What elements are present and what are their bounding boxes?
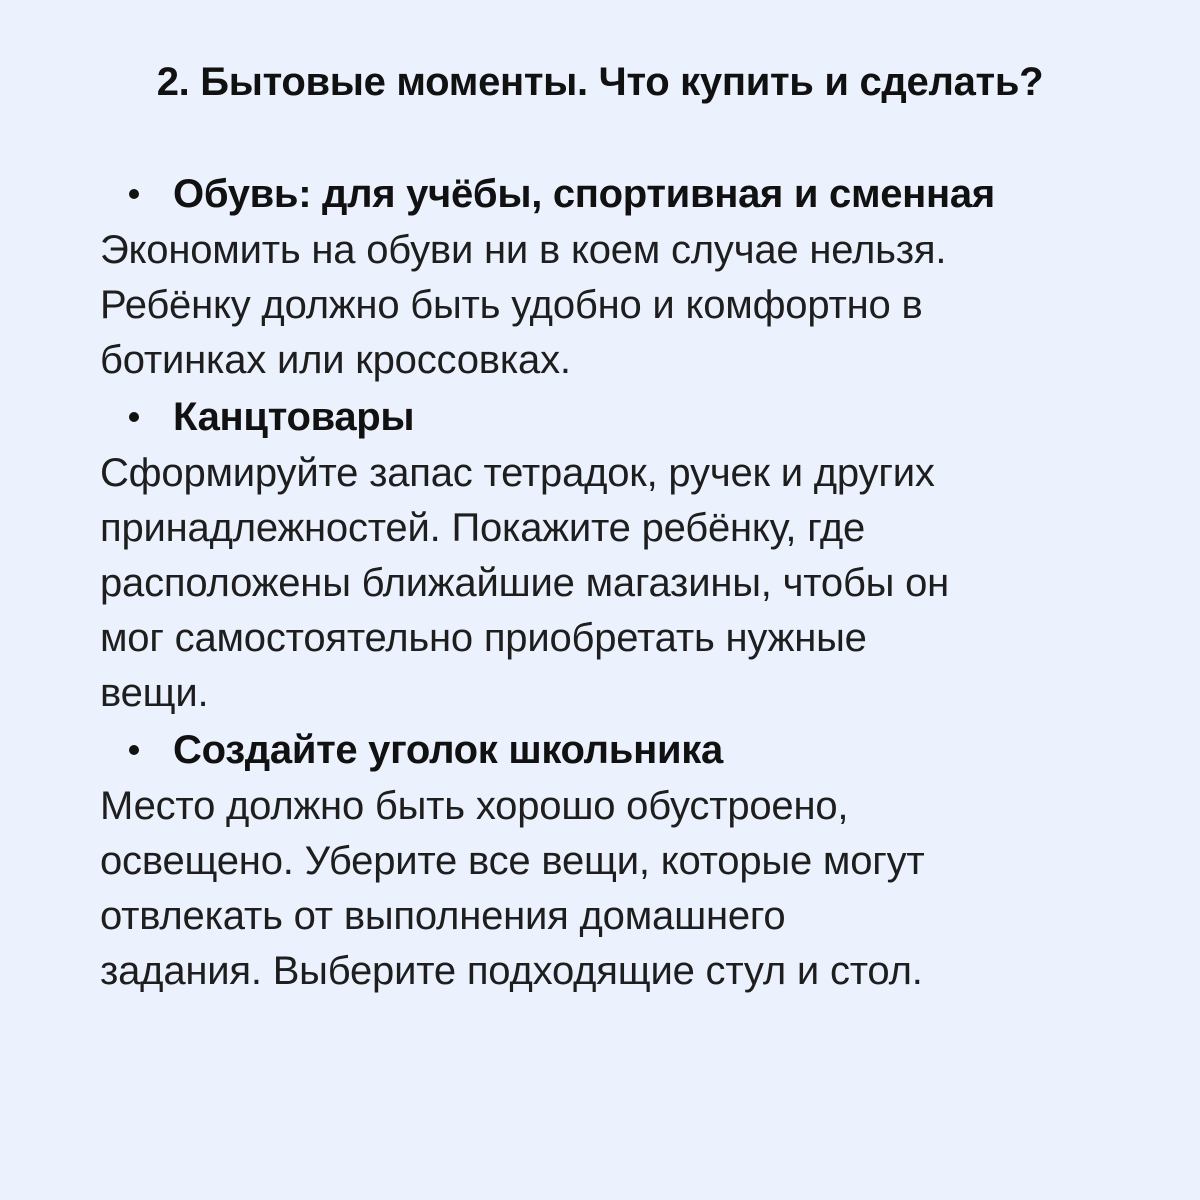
paragraph-line: Ребёнку должно быть удобно и комфортно в: [100, 283, 923, 327]
paragraph-line: Место должно быть хорошо обустроено,: [100, 784, 849, 828]
section-shoes: [100, 165, 1185, 388]
paragraph-line: ботинках или кроссовках.: [100, 338, 571, 382]
paragraph-line: Сформируйте запас тетрадок, ручек и других: [100, 451, 935, 495]
section-heading-text: Обувь: для учёбы, спортивная и сменная: [173, 172, 995, 216]
section-paragraph-study-corner: [100, 779, 1185, 999]
section-heading-study-corner: [100, 721, 1185, 779]
section-heading-stationery: [100, 388, 1185, 446]
section-stationery: [100, 388, 1185, 721]
bullet-icon: [129, 412, 139, 422]
paragraph-line: мог самостоятельно приобретать нужные: [100, 616, 867, 660]
page-title: 2. Бытовые моменты. Что купить и сделать?: [156, 60, 1044, 104]
paragraph-line: принадлежностей. Покажите ребёнку, где: [100, 506, 866, 550]
paragraph-line: Экономить на обуви ни в коем случае нельзя.: [100, 228, 947, 272]
section-heading-shoes: [100, 165, 1185, 223]
section-heading-text: Создайте уголок школьника: [173, 728, 723, 772]
paragraph-line: отвлекать от выполнения домашнего: [100, 894, 786, 938]
content-body: [100, 165, 1185, 999]
paragraph-line: расположены ближайшие магазины, чтобы он: [100, 561, 950, 605]
paragraph-line: освещено. Уберите все вещи, которые могут: [100, 839, 925, 883]
section-study-corner: [100, 721, 1185, 999]
section-heading-text: Канцтовары: [173, 395, 415, 439]
paragraph-line: задания. Выберите подходящие стул и стол.: [100, 949, 923, 993]
section-paragraph-shoes: [100, 223, 1185, 388]
bullet-icon: [129, 745, 139, 755]
paragraph-line: вещи.: [100, 671, 209, 715]
section-paragraph-stationery: [100, 446, 1185, 721]
bullet-icon: [129, 189, 139, 199]
